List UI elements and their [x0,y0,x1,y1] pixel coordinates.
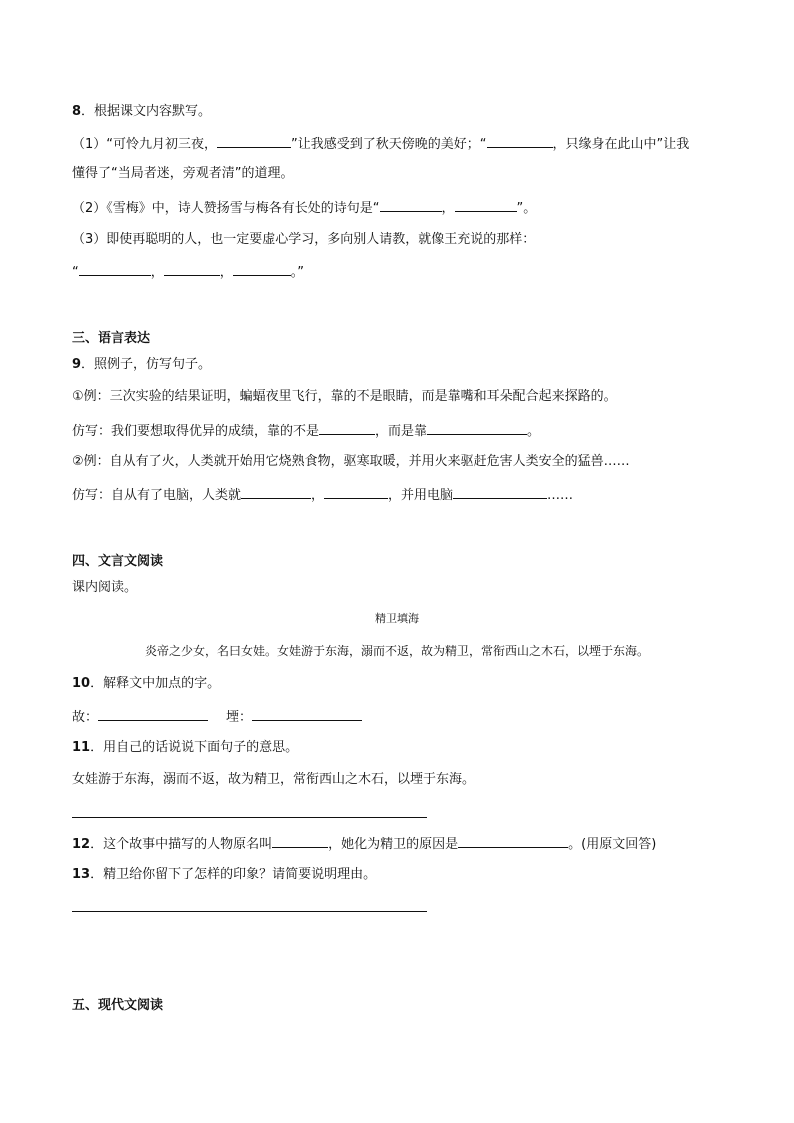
q8-p2-text-a: （2）《雪梅》中，诗人赞扬雪与梅各有长处的诗句是“ [72,201,380,216]
q9-fx2-blank1[interactable] [241,485,311,499]
q9-fx1-text-b: ，而是靠 [375,424,428,439]
q12-text-c: 。(用原文回答) [568,837,657,852]
passage-title: 精卫填海 [375,612,419,625]
q9-fx1-blank1[interactable] [319,421,375,435]
q9-fx2-blank3[interactable] [453,485,547,499]
q8-part3-line1 [72,231,535,249]
q12-text-a: ．这个故事中描写的人物原名叫 [90,837,273,852]
q8-part2 [72,198,536,218]
q9-number: 9 [72,357,82,372]
section-4-subtitle: 课内阅读。 [72,580,138,595]
q8-p3-blank1[interactable] [79,262,151,276]
q9-fx2-text-b: ， [311,488,325,503]
q12-number: 12 [72,837,91,852]
q8-p3-text-e: 。” [290,265,305,280]
q9-text: ．照例子，仿写句子。 [81,357,212,372]
q9-example1: ①例：三次实验的结果证明，蝙蝠夜里飞行，靠的不是眼睛，而是靠嘴和耳朵配合起来探路的。 [72,389,617,404]
q13-heading [72,866,376,884]
q8-p3-text-b: “ [72,265,79,280]
q8-p1-blank2[interactable] [487,134,553,148]
q9-fx1-blank2[interactable] [427,421,527,435]
q10-heading [72,675,220,693]
q11-text: ．用自己的话说说下面句子的意思。 [90,740,299,755]
q10-label-b: 堙： [226,710,253,725]
q13-number: 13 [72,867,91,882]
q8-p3-blank2[interactable] [164,262,220,276]
q12-text-b: ，她化为精卫的原因是 [328,837,459,852]
q8-p3-blank3[interactable] [233,262,291,276]
q9-fx2-text-c: ，并用电脑 [388,488,454,503]
q10-blank-a[interactable] [98,707,208,721]
q8-part1-line1 [72,134,689,154]
section-3-title: 三、语言表达 [72,331,151,346]
q12-line [72,834,656,854]
q8-p1-text-d: 懂得了“当局者迷，旁观者清”的道理。 [72,166,294,181]
q8-p1-blank1[interactable] [217,134,291,148]
q10-blank-b[interactable] [252,707,362,721]
q8-p1-text-a: （1）“可怜九月初三夜， [72,137,218,152]
q8-p1-text-c: ，只缘身在此山中”让我 [552,137,690,152]
q13-text: ．精卫给你留下了怎样的印象？请简要说明理由。 [90,867,377,882]
q8-p2-text-b: ， [441,201,455,216]
section-5-title: 五、现代文阅读 [72,998,164,1013]
q8-heading [72,103,211,121]
q9-heading [72,356,211,374]
q11-heading [72,739,298,757]
q8-p3-text-c: ， [150,265,164,280]
q8-number: 8 [72,104,82,119]
q8-p3-text-d: ， [219,265,233,280]
q10-answers [72,707,362,727]
q9-imitate2 [72,485,573,505]
passage-text: 炎帝之少女，名曰女娃。女娃游于东海，溺而不返，故为精卫，常衔西山之木石，以堙于东海。 [144,644,649,658]
q12-blank1[interactable] [272,834,328,848]
q11-sentence: 女娃游于东海，溺而不返，故为精卫，常衔西山之木石，以堙于东海。 [72,772,476,787]
q8-text: ．根据课文内容默写。 [81,104,212,119]
q9-fx1-text-c: 。 [527,424,541,439]
q9-example2: ②例：自从有了火，人类就开始用它烧熟食物，驱寒取暖，并用火来驱赶危害人类安全的猛兽…… [72,454,630,469]
q9-fx2-blank2[interactable] [324,485,388,499]
q13-answer-line[interactable] [72,911,427,912]
q9-fx2-text-a: 仿写：自从有了电脑，人类就 [72,488,242,503]
q8-p2-blank1[interactable] [380,198,442,212]
q10-number: 10 [72,676,91,691]
q8-part1-line2 [72,165,293,183]
q9-imitate1 [72,421,540,441]
q11-number: 11 [72,740,91,755]
q8-p3-text-a: （3）即使再聪明的人，也一定要虚心学习，多向别人请教，就像王充说的那样： [72,232,536,247]
q8-p1-text-b: ”让我感受到了秋天傍晚的美好；“ [291,137,487,152]
q9-fx2-text-d: …… [547,488,574,503]
q8-p2-text-c: ”。 [516,201,537,216]
q8-part3-line2 [72,262,304,282]
q10-text: ．解释文中加点的字。 [90,676,221,691]
q10-label-a: 故： [72,710,99,725]
section-4-title: 四、文言文阅读 [72,554,164,569]
q11-answer-line[interactable] [72,817,427,818]
q12-blank2[interactable] [458,834,568,848]
q9-fx1-text-a: 仿写：我们要想取得优异的成绩，靠的不是 [72,424,320,439]
q8-p2-blank2[interactable] [455,198,517,212]
